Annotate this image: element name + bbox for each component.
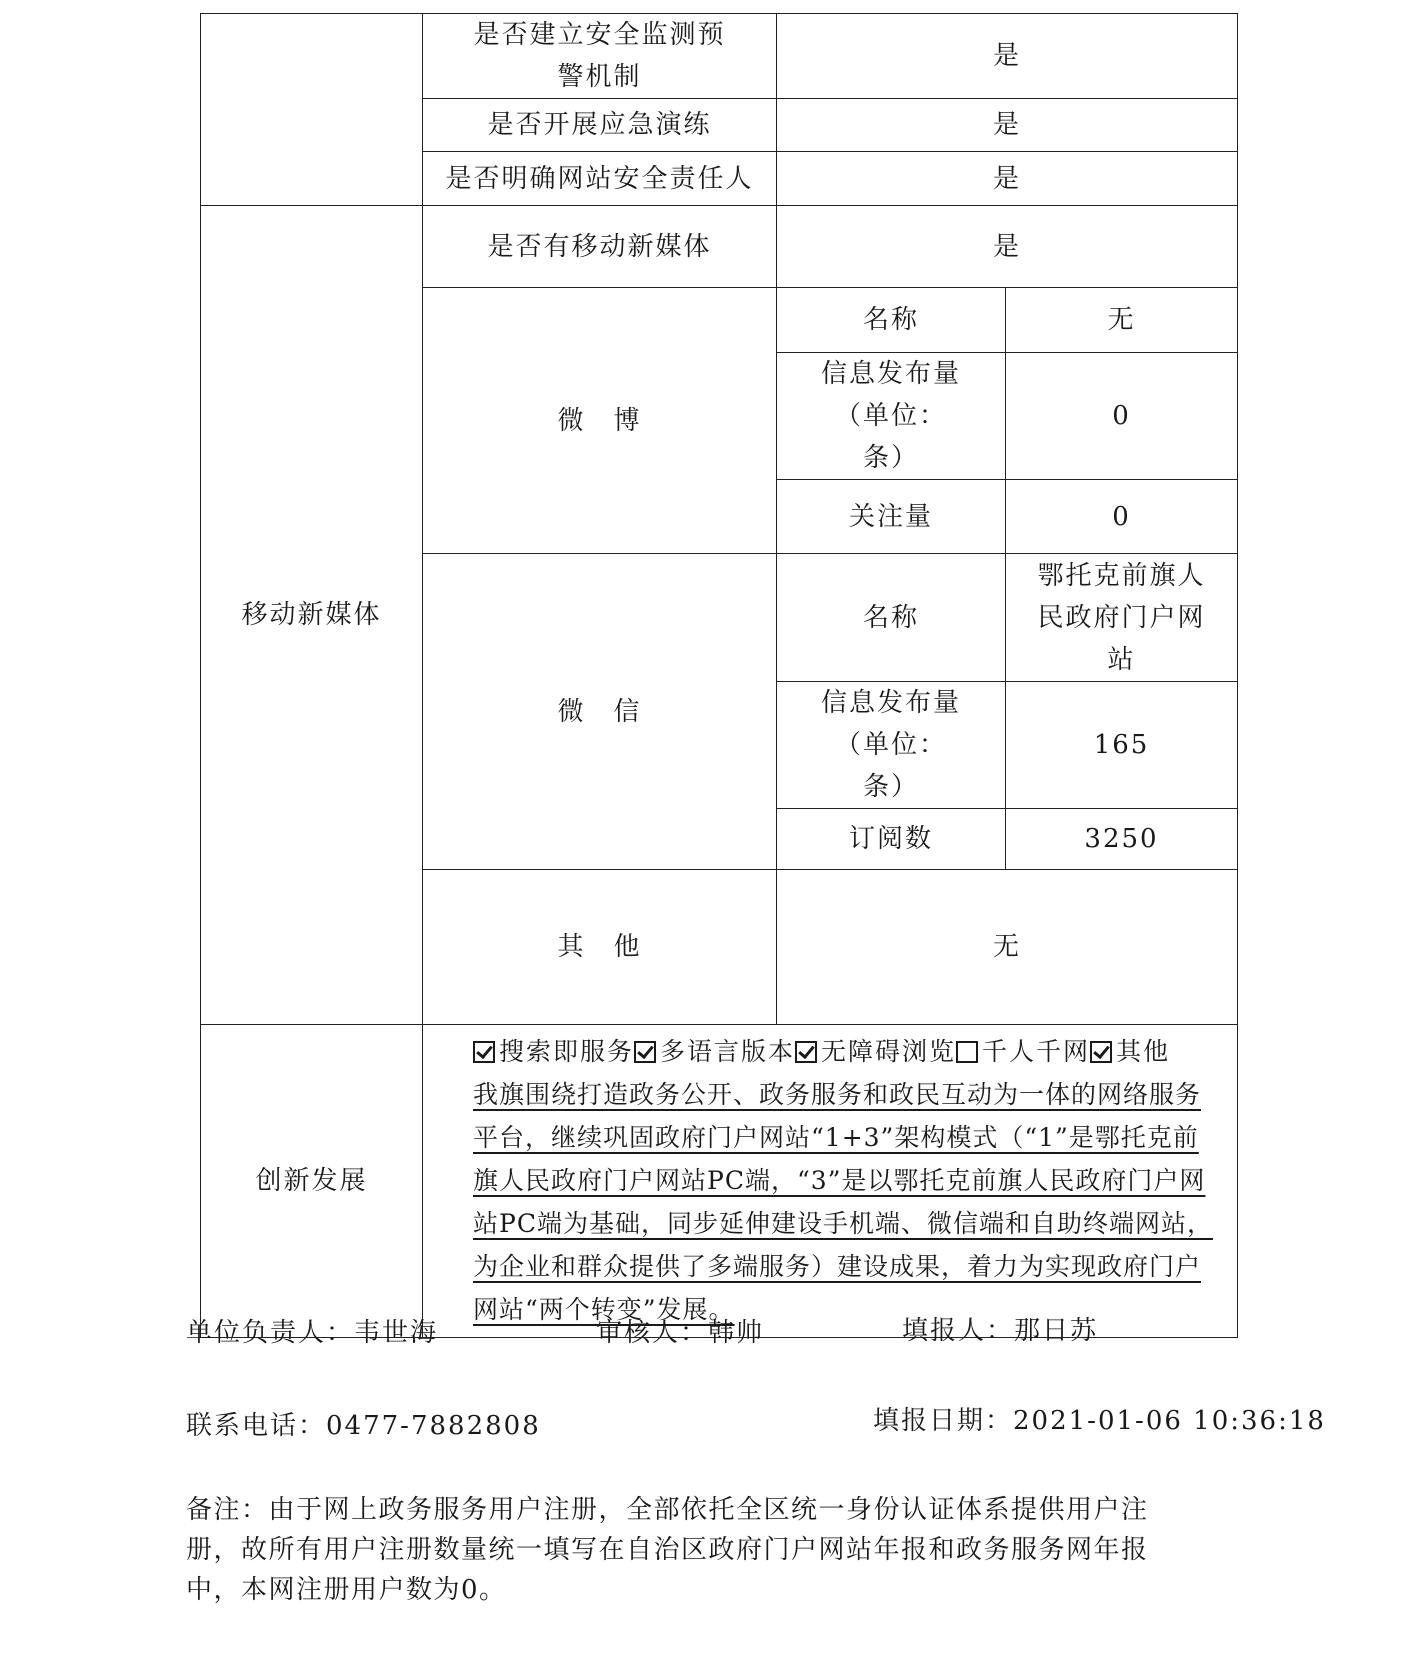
option-label: 无障碍浏览 [821,1037,957,1066]
checkbox-icon[interactable] [634,1041,656,1063]
remark-note: 备注：由于网上政务服务用户注册，全部依托全区统一身份认证体系提供用户注册，故所有用户注册数量统一填写在自治区政府门户网站年报和政务服务网年报中，本网注册用户数为0。 [186,1495,1149,1605]
option-multilanguage[interactable] [634,1031,795,1073]
other-label: 其 他 [423,870,777,1025]
reviewer: 审核人：韩帅 [596,1318,765,1348]
weibo-name-value: 无 [1006,288,1238,353]
mobile-has-label: 是否有移动新媒体 [423,206,777,288]
responsible-value: 是 [777,152,1238,206]
report-sheet [200,13,1237,1324]
option-search-service[interactable] [473,1031,634,1073]
option-personalized[interactable] [956,1031,1090,1073]
mobile-section-label: 移动新媒体 [201,206,423,1025]
wechat-subscribers-value: 3250 [1006,809,1238,870]
option-label: 其他 [1116,1037,1171,1066]
option-accessibility[interactable] [795,1031,956,1073]
checkbox-icon[interactable] [795,1041,817,1063]
mobile-has-value: 是 [777,206,1238,288]
drill-value: 是 [777,99,1238,152]
unit-head: 单位负责人：韦世海 [186,1318,439,1348]
innovation-options [473,1031,1223,1073]
option-other[interactable] [1090,1031,1170,1073]
wechat-posts-value: 165 [1006,682,1238,809]
security-section-cell [201,14,423,206]
monitoring-value: 是 [777,14,1238,99]
option-label: 搜索即服务 [499,1037,635,1066]
report-table [200,13,1238,1338]
innovation-description: 我旗围绕打造政务公开、政务服务和政民互动为一体的网络服务平台，继续巩固政府门户网站“1+3”架构模式（“1”是鄂托克前旗人民政府门户网站PC端，“3”是以鄂托克前旗人民政府门户网站PC端为基础，同步延伸建设手机端、微信端和自助终端网站，为企业和群众提供了多端服务）建设成果，着力为实现政府门户网站“两个转变”发展。 [473,1080,1213,1324]
wechat-name-label: 名称 [777,554,1006,682]
option-label: 多语言版本 [660,1037,796,1066]
checkbox-icon[interactable] [473,1041,495,1063]
other-value: 无 [777,870,1238,1025]
checkbox-icon[interactable] [956,1041,978,1063]
weibo-posts-label: 信息发布量（单位：条） [777,353,1006,480]
wechat-name-value: 鄂托克前旗人民政府门户网站 [1006,554,1238,682]
contact-phone: 联系电话：0477-7882808 [186,1411,541,1441]
weibo-name-label: 名称 [777,288,1006,353]
table-row [201,206,1238,288]
weibo-posts-value: 0 [1006,353,1238,480]
wechat-label: 微 信 [423,554,777,870]
wechat-subscribers-label: 订阅数 [777,809,1006,870]
checkbox-icon[interactable] [1090,1041,1112,1063]
innovation-content [423,1025,1238,1338]
fill-date: 填报日期：2021-01-06 10:36:18 [873,1406,1326,1436]
table-row [201,14,1238,99]
weibo-label: 微 博 [423,288,777,554]
table-row [201,1025,1238,1338]
innovation-section-label: 创新发展 [201,1025,423,1338]
option-label: 千人千网 [982,1037,1091,1066]
drill-label: 是否开展应急演练 [423,99,777,152]
wechat-posts-label: 信息发布量（单位：条） [777,682,1006,809]
monitoring-label: 是否建立安全监测预警机制 [423,14,777,99]
weibo-followers-label: 关注量 [777,480,1006,554]
weibo-followers-value: 0 [1006,480,1238,554]
responsible-label: 是否明确网站安全责任人 [423,152,777,206]
filler: 填报人：那日苏 [902,1316,1099,1346]
